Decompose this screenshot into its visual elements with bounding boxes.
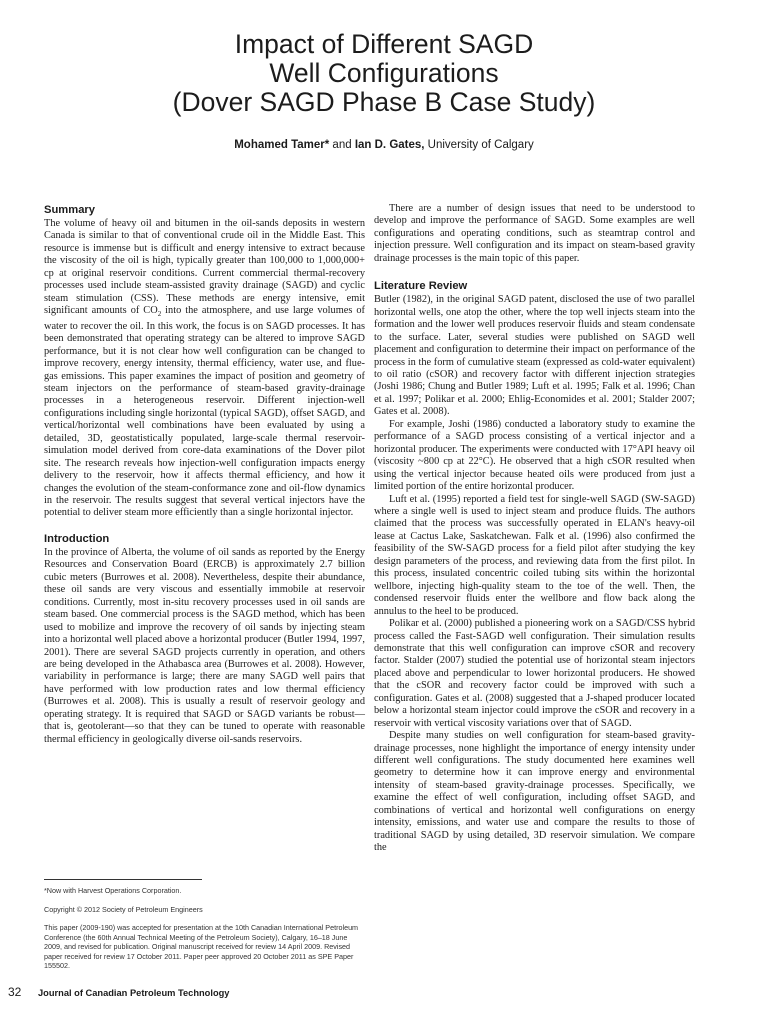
author-conjunction: and (329, 139, 355, 151)
footnote-affiliation: *Now with Harvest Operations Corporation. (44, 886, 182, 895)
literature-paragraph-3: Luft et al. (1995) reported a field test for single-well SAGD (SW-SAGD) where a single well is used to inject steam and produce fluids. The authors claimed that the process was successfully operated in ELAN's heavy-oil lease at Cactus Lake, Saskatchewan. Falk et al. (1996) also confirmed the feasibility of the SW-SAGD process for a field pilot after studying the key design parameters of the process, and reviewing data from the first pilot. In this process, insulated concentric coiled tubing sits within the horizontal wellbore, injecting high-quality steam to the toe of the well. Then, the condensed reservoir fluids enter the wellbore and flow back along the annulus to the heel to be produced. (374, 493, 695, 617)
right-column (374, 203, 695, 855)
title-line-2: Well Configurations (269, 58, 499, 88)
title-line-1: Impact of Different SAGD (234, 29, 534, 59)
summary-text-b: into the atmosphere, and use large volumes of water to recover the oil. In this work, the focus is on SAGD processes. It has been demonstrated that operating strategy can be altered to improve SAGD performance, but it is not clear how well configuration can be changed to improve recovery, energy intensity, thermal efficiency, water use, and flue-gas emissions. This paper examines the impact of position and geometry of steam injectors on the performance of steam-based gravity-drainage processes in a heterogeneous reservoir. Different injection-well configurations including single horizontal (typical SAGD), offset SAGD, and vertical/horizontal well combinations have been evaluated by using a detailed, 3D, geostatistically populated, large-scale thermal reservoir-simulation model derived from core-data examinations of the Dover pilot site. The research reveals how injection-well configuration impacts energy delivery to the reservoir, how it affects thermal efficiency, and how it changes the evolution of the steam-conformance zone and oil-flow dynamics in the reservoir. The results suggest that several vertical injectors have the potential to deliver steam more efficiently than a single horizontal injector. (44, 305, 365, 519)
page-number: 32 (8, 985, 22, 999)
literature-paragraph-2: For example, Joshi (1986) conducted a laboratory study to examine the performance of a SAGD process consisting of a vertical injector and a horizontal producer. The experiments were conducted with 17°API heavy oil (viscosity ~800 cp at 22°C). He observed that a high cSOR resulted when using the vertical injector because heated oils were produced from just a limited portion of the entire horizontal producer. (374, 418, 695, 493)
journal-name: Journal of Canadian Petroleum Technology (38, 988, 230, 998)
literature-review-heading: Literature Review (374, 280, 468, 293)
author-2: Ian D. Gates, (354, 139, 425, 151)
summary-text-a: The volume of heavy oil and bitumen in the oil-sands deposits in western Canada is similar to that of conventional crude oil in the Middle East. This resource is immense but is difficult and energy intensive to extract because the viscosity of the oil is high, typically greater than 100,000 to 1,000,000+ cp at original reservoir conditions. Current commercial thermal-recovery processes used include steam-assisted gravity drainage (SAGD) and cyclic steam stimulation (CSS). These methods are energy intensive, emit significant amounts of CO (44, 218, 365, 317)
title-line-3: (Dover SAGD Phase B Case Study) (172, 87, 596, 117)
paper-title (0, 30, 768, 117)
introduction-paragraph: In the province of Alberta, the volume of oil sands as reported by the Energy Resources and Conservation Board (ERCB) is approximately 2.7 billion cubic meters (Burrowes et al. 2008). Nevertheless, despite their abundance, these oil sands are very viscous and essentially immobile at reservoir conditions. Currently, most in-situ recovery processes used in oil sands are steam based. One commercial process is the SAGD method, which has been used to mobilize and improve the recovery of oil sands by injecting steam into a horizontal well placed above a horizontal producer (Butler 1994, 1997, 2001). There are several SAGD projects currently in operation, and others are being developed in the Athabasca area (Burrowes et al. 2008). However, variability in performance is large; there are many SAGD well pairs that have performed with low production rates and low thermal efficiency (Burrowes et al. 2008). This is usually a result of reservoir geology and operating strategy. It is required that SAGD or SAGD variants be robust—that is, geotolerant—so that they can be tuned to operate with reasonable thermal efficiency in geologically diverse oil-sands reservoirs. (44, 546, 365, 745)
footnotes (44, 879, 365, 980)
summary-paragraph (44, 218, 365, 520)
author-1: Mohamed Tamer* (234, 139, 330, 151)
introduction-heading: Introduction (44, 532, 110, 545)
footnote-rule (44, 879, 202, 880)
left-column (44, 203, 365, 746)
footnote-history: This paper (2009-190) was accepted for presentation at the 10th Canadian International Petroleum Conference (the 60th Annual Technical Meeting of the Petroleum Society), Calgary, 16–18 June 2009, and revised for publication. Original manuscript received for review 14 April 2009. Revised paper received for review 17 October 2011. Paper peer approved 20 October 2011 as SPE Paper 155502. (44, 923, 359, 970)
footnote-copyright: Copyright © 2012 Society of Petroleum Engineers (44, 904, 203, 914)
literature-paragraph-4: Polikar et al. (2000) published a pioneering work on a SAGD/CSS hybrid process called the Fast-SAGD well configuration. Their simulation results demonstrate that this well configuration can improve cSOR and recovery factor. Stalder (2007) studied the potential use of horizontal steam injectors placed above and perpendicular to lower horizontal producers. He showed that the cSOR and recovery factor could be improved with such a configuration. Gates et al. (2008) suggested that a J-shaped producer located below a horizontal steam injector could improve the cSOR and recovery in a reservoir with vertical viscosity variations over that of SAGD. (374, 618, 695, 729)
literature-paragraph-5: Despite many studies on well configuration for steam-based gravity-drainage processes, none highlight the importance of energy intensity under different well configurations. The study documented here examines well geometry to determine how it can improve energy and environmental intensity of steam-based gravity-drainage processes. Specifically, we examine the effect of well configuration, including offset SAGD, and combinations of vertical and horizontal well configurations on energy intensity, emissions, and water use and compare the results to those of traditional SAGD by using detailed, 3D reservoir simulation. We compare the (374, 730, 695, 854)
design-issues-paragraph: There are a number of design issues that need to be understood to develop and improve the performance of SAGD. Some examples are well configurations and operating conditions, such as steamtrap control and injection pressure. Well configuration and its impact on steam-based gravity drainage processes is the main topic of this paper. (374, 203, 695, 264)
literature-paragraph-1: Butler (1982), in the original SAGD patent, disclosed the use of two parallel horizontal wells, one atop the other, where the top well injects steam into the formation and the lower well produces reservoir fluids and steam condensate to the surface. Later, several studies were published on SAGD well placement and configuration to determine their impact on performance of the process in the form of cumulative steam (expressed as cold-water equivalent) to oil ratio (cSOR) and recovery factor with different injection strategies (Joshi 1986; Chung and Butler 1989; Luft et al. 1995; Falk et al. 1996; Chan et al. 1997; Polikar et al. 2000; Ehlig-Economides et al. 2001; Stalder 2007; Gates et al. 2008). (374, 294, 695, 418)
author-affiliation: University of Calgary (424, 139, 534, 151)
co2-subscript: 2 (157, 310, 162, 319)
author-line (0, 139, 768, 151)
summary-heading: Summary (44, 204, 95, 216)
page-footer (8, 985, 229, 999)
